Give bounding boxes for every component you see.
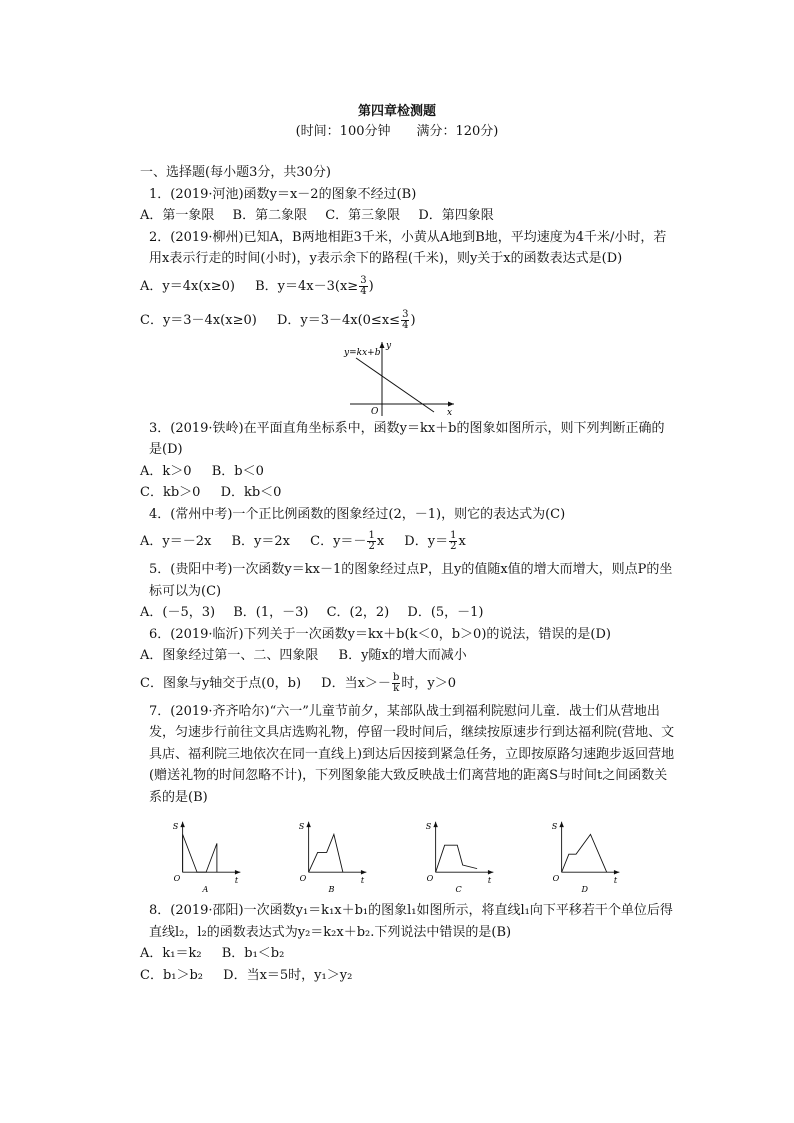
q7-graph-a	[170, 812, 296, 900]
s-label: S	[172, 820, 179, 831]
x-axis-arrow	[448, 401, 454, 406]
fraction-numerator: b	[392, 671, 400, 683]
question-1: 1．(2019·河池)函数y＝x－2的图象不经过(B)	[149, 186, 417, 202]
q2-option-c: C．y＝3－4x(x≥0)	[140, 312, 257, 328]
question-1-options	[140, 205, 675, 227]
graph-polyline	[435, 845, 476, 872]
line-label: y=kx+b	[344, 347, 381, 358]
fraction	[401, 310, 409, 331]
q8-options-row-1	[140, 943, 675, 965]
s-axis-arrow	[180, 822, 185, 827]
fraction	[392, 673, 400, 694]
origin-label: O	[371, 406, 379, 417]
question-4: 4．(常州中考)一个正比例函数的图象经过(2，－1)，则它的表达式为(C)	[149, 506, 566, 522]
q3-linear-graph	[342, 338, 462, 418]
q2-option-d-text: D．y＝3－4x(0≤x≤	[276, 312, 401, 328]
t-label: t	[613, 875, 617, 886]
variable-x: x	[376, 534, 385, 549]
q4-option-c-text: C．y＝－	[310, 534, 367, 549]
graph-polyline	[183, 834, 217, 872]
q4-option-a: A．y＝－2x	[140, 534, 212, 549]
q6-options-row-2	[140, 667, 675, 701]
origin-label: O	[173, 873, 181, 884]
question-3: 3．(2019·铁岭)在平面直角坐标系中，函数y＝kx＋b的图象如图所示，则下列判断正确的是(D)	[149, 420, 665, 457]
exam-info: (时间：100分钟 满分：120分)	[295, 124, 499, 139]
q3-option-b: B．b＜0	[211, 463, 264, 479]
page-title: 第四章检测题	[357, 104, 436, 119]
q4-option-d	[404, 530, 466, 552]
question-6: 6．(2019·临沂)下列关于一次函数y＝kx＋b(k＜0，b＞0)的说法，错误的是(D)	[149, 626, 611, 642]
q6-option-b: B．y随x的增大而减小	[338, 648, 467, 663]
q4-option-b: B．y＝2x	[231, 534, 290, 549]
q6-options-row-1	[140, 645, 675, 667]
q2-options-row-1	[140, 270, 675, 304]
fraction-denominator: k	[393, 682, 400, 694]
q5-option-a: A．(－5，3)	[140, 605, 216, 620]
q6-option-d-tail: 时，y＞0	[401, 675, 456, 691]
question-8: 8．(2019·邵阳)一次函数y₁＝k₁x＋b₁的图象l₁如图所示，将直线l₁向下平移若干个单位后得直线l₂，l₂的函数表达式为y₂＝k₂x＋b₂.下列说法中错误的是(B)	[149, 903, 673, 940]
q4-option-c	[310, 530, 385, 552]
q2-option-b-text: B．y＝4x－3(x≥	[255, 278, 359, 294]
y-axis-label: y	[386, 340, 392, 351]
q4-option-d-text: D．y＝	[404, 534, 449, 549]
fraction-denominator: 4	[360, 285, 367, 297]
q2-option-a: A．y＝4x(x≥0)	[140, 278, 235, 294]
q4-options	[140, 525, 675, 559]
fraction	[367, 531, 375, 552]
fraction	[449, 531, 457, 552]
t-label: t	[487, 875, 491, 886]
q6-option-d	[321, 671, 456, 694]
s-label: S	[298, 820, 305, 831]
question-2: 2．(2019·柳州)已知A，B两地相距3千米，小黄从A地到B地，平均速度为4千米/小时，若用x表示行走的时间(小时)，y表示余下的路程(千米)，则y关于x的函数表达式是(D)	[149, 229, 667, 266]
x-axis-label: x	[447, 407, 453, 418]
q1-option-c: C．第三象限	[325, 208, 401, 223]
close-paren: )	[368, 278, 374, 294]
t-axis-arrow	[361, 870, 366, 875]
q8-option-b: B．b₁＜b₂	[221, 946, 285, 961]
figure-label: D	[581, 884, 588, 895]
q5-option-c: C．(2，2)	[326, 605, 390, 620]
q2-option-b	[255, 274, 374, 297]
variable-x: x	[458, 534, 466, 549]
q6-option-a: A．图象经过第一、二、四象限	[140, 648, 319, 663]
origin-label: O	[426, 873, 433, 884]
question-7: 7．(2019·齐齐哈尔)“六一”儿童节前夕，某部队战士到福利院慰问儿童．战士们从营地出发，匀速步行前往文具店选购礼物，停留一段时间后，继续按原速步行到达福利院(营地、文具店、福利院三地依次在同一直线上)到达后因接到紧急任务，立即按原路匀速跑步返回营地(赠送礼物的时间忽略不计)，下列图象能大致反映战士们离营地的距离S与时间t之间函数关系的是(B)	[149, 703, 675, 805]
fraction-denominator: 4	[402, 319, 409, 331]
fraction-denominator: 2	[368, 541, 375, 552]
q8-option-c: C．b₁＞b₂	[140, 967, 204, 983]
q3-option-a: A．k＞0	[140, 463, 192, 479]
q3-options-row-2	[140, 482, 675, 504]
q1-option-d: D．第四象限	[418, 208, 494, 223]
origin-label: O	[299, 873, 307, 884]
t-axis-arrow	[614, 870, 619, 875]
q3-option-c: C．kb＞0	[140, 485, 201, 500]
q6-option-d-text: D．当x＞－	[321, 675, 391, 691]
q1-option-a: A．第一象限	[140, 208, 215, 223]
fraction-numerator: 1	[450, 530, 457, 541]
close-paren: )	[410, 312, 416, 328]
s-axis-arrow	[559, 822, 564, 827]
origin-label: O	[552, 873, 560, 884]
q3-option-d: D．kb＜0	[220, 485, 282, 500]
q1-option-b: B．第二象限	[232, 208, 308, 223]
fraction-numerator: 1	[368, 530, 375, 541]
question-5-options	[140, 602, 675, 624]
q5-option-d: D．(5，－1)	[407, 605, 484, 620]
graph-polyline	[309, 834, 343, 872]
q6-option-c: C．图象与y轴交于点(0，b)	[140, 675, 302, 691]
t-axis-arrow	[487, 870, 492, 875]
s-axis-arrow	[307, 822, 312, 827]
figure-label: A	[202, 884, 209, 895]
fraction-numerator: 3	[360, 274, 367, 286]
t-label: t	[234, 875, 239, 886]
fraction-numerator: 3	[402, 308, 409, 320]
q2-options-row-2	[140, 304, 675, 338]
fraction	[359, 276, 367, 297]
fraction-denominator: 2	[450, 541, 457, 552]
figure-label: B	[328, 884, 335, 895]
q7-graph-d	[549, 812, 675, 900]
s-label: S	[425, 820, 431, 831]
s-label: S	[551, 820, 558, 831]
t-axis-arrow	[235, 870, 240, 875]
section-heading: 一、选择题(每小题3分，共30分)	[140, 165, 331, 180]
q7-graph-b	[296, 812, 422, 900]
question-5: 5．(贵阳中考)一次函数y＝kx－1的图象经过点P，且y的值随x值的增大而增大，则点P的坐标可以为(C)	[149, 562, 673, 599]
s-axis-arrow	[433, 822, 438, 827]
q5-option-b: B．(1，－3)	[233, 605, 309, 620]
graph-polyline	[561, 834, 606, 872]
figure-label: C	[454, 884, 462, 895]
q7-figure-row	[170, 812, 675, 900]
t-label: t	[361, 875, 365, 886]
question-content	[140, 162, 675, 986]
q8-options-row-2	[140, 965, 675, 987]
q8-option-a: A．k₁＝k₂	[140, 946, 202, 961]
q8-option-d: D．当x＝5时，y₁＞y₂	[223, 967, 353, 983]
q7-graph-c	[423, 812, 549, 900]
q2-option-d	[276, 308, 416, 331]
q3-options-row-1	[140, 461, 675, 483]
